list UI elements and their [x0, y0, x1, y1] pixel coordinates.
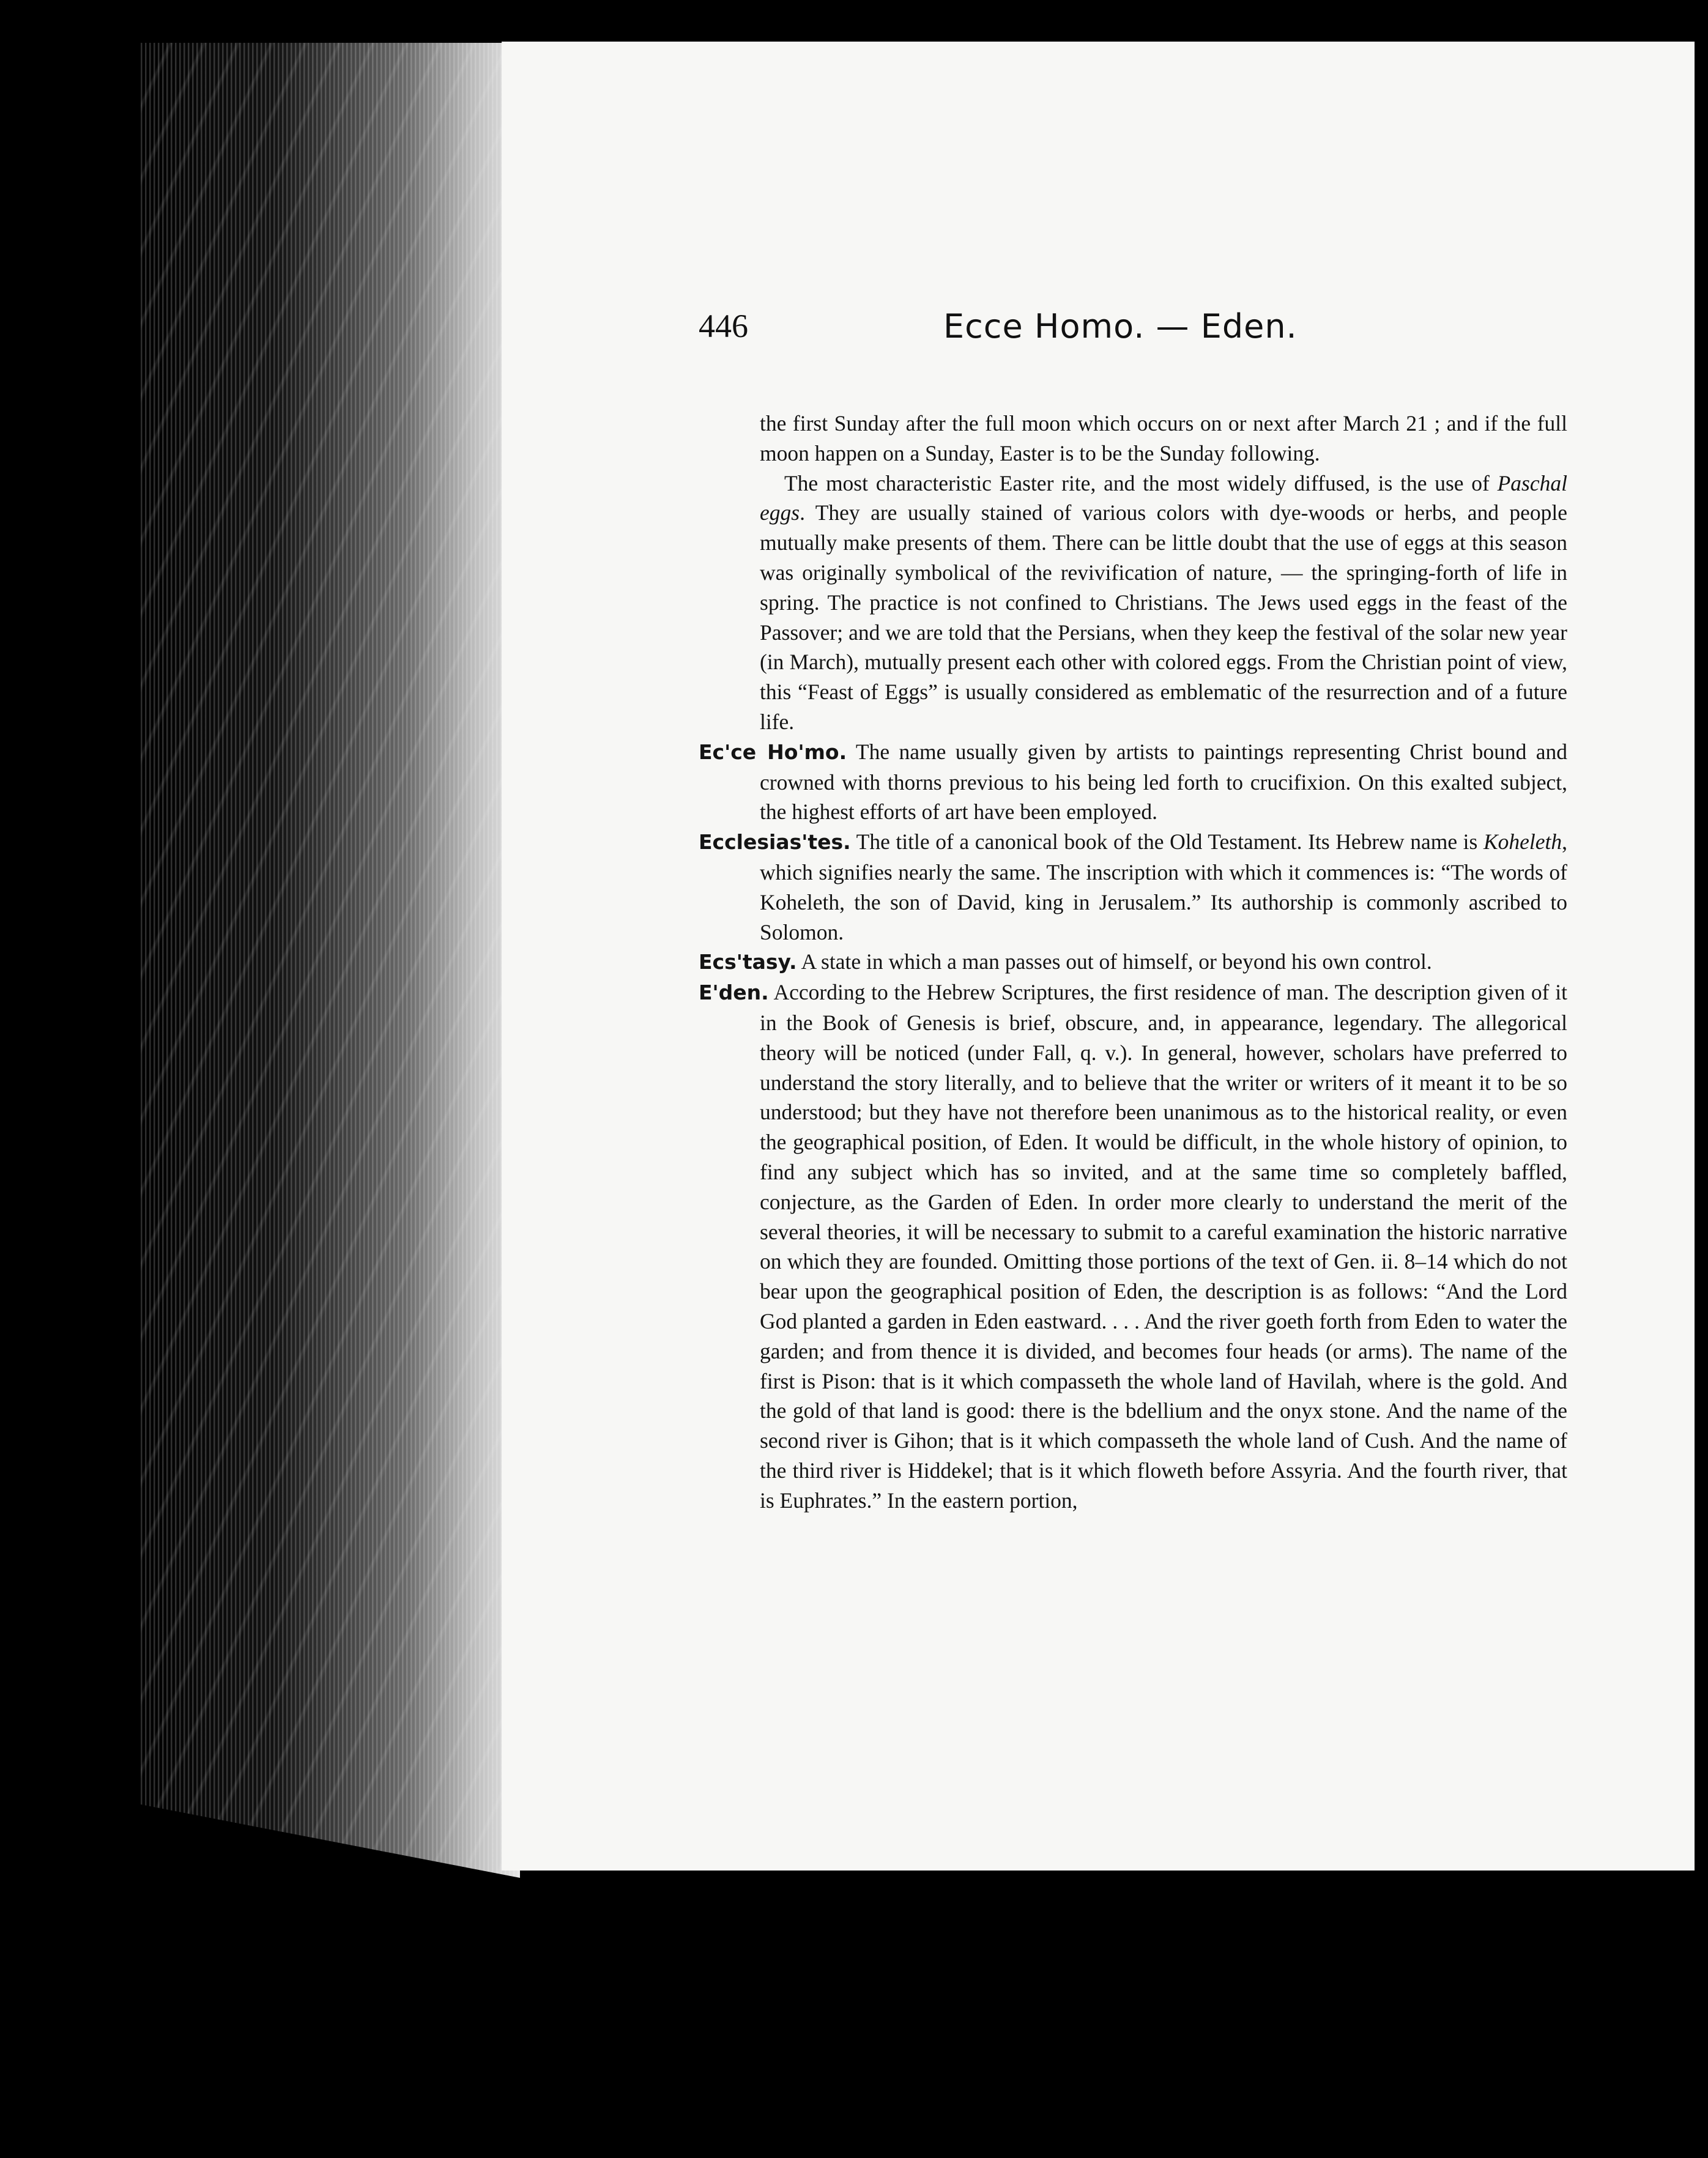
page-edges-stack [141, 43, 520, 1878]
headword-ecstasy: Ecs'tasy. [699, 950, 797, 974]
headword-ecce-homo: Ec'ce Ho'mo. [699, 740, 847, 764]
continuation-paragraph-2 [699, 469, 1567, 737]
page-number: 446 [699, 308, 748, 344]
running-head: Ecce Homo. — Eden. [943, 307, 1298, 346]
entry-ecclesiastes [699, 827, 1567, 947]
continuation-paragraph-1 [699, 409, 1567, 469]
continuation-text-1: the first Sunday after the full moon which occurs on or next after March 21 ; and if the full moon happen on a Sunday, Easter is to be the Sunday following. [760, 411, 1567, 465]
definition-ecstasy: A state in which a man passes out of himself, or beyond his own control. [796, 949, 1432, 974]
page-body [699, 409, 1567, 1515]
continuation-text-2b: . They are usually stained of various colors with dye-woods or herbs, and people mutually make presents of them. There can be little doubt that the use of eggs at this season was originally symbolical of the revivification of nature, — the springing-forth of life in spring. The practice is not confined to Christians. The Jews used eggs in the feast of the Passover; and we are told that the Persians, when they keep the festival of the solar new year (in March), mutually present each other with colored eggs. From the Christian point of view, this “Feast of Eggs” is usually considered as emblematic of the resurrection and of a future life. [760, 500, 1567, 734]
entry-ecstasy [699, 947, 1567, 977]
page-header [699, 298, 1708, 366]
continuation-text-2a: The most characteristic Easter rite, and the most widely diffused, is the use of [784, 470, 1498, 495]
entry-eden [699, 977, 1567, 1515]
definition-eden: According to the Hebrew Scriptures, the first residence of man. The description given of it in the Book of Genesis is brief, obscure, and, in appearance, legendary. The allegorical theory will be noticed (under Fall, q. v.). In general, however, scholars have preferred to understand the story literally, and to believe that the writer or writers of it meant it to be so understood; but they have not therefore been unanimous as to the historical reality, or even the geographical position, of Eden. It would be difficult, in the whole history of opinion, to find any subject which has so invited, and at the same time so completely baffled, conjecture, as the Garden of Eden. In order more clearly to understand the merit of the several theories, it will be necessary to submit to a careful examination the historic narrative on which they are founded. Omitting those portions of the text of Gen. ii. 8–14 which do not bear upon the geographical position of Eden, the description is as follows: “And the Lord God planted a garden in Eden eastward. . . . And the river goeth forth from Eden to water the garden; and from thence it is divided, and becomes four heads (or arms). The name of the first is Pison: that is it which compasseth the whole land of Havilah, where is the gold. And the gold of that land is good: there is the bdellium and the onyx stone. And the name of the second river is Gihon; that is it which compasseth the whole land of Cush. And the name of the third river is Hiddekel; that is it which floweth before Assyria. And the fourth river, that is Euphrates.” In the eastern portion, [760, 980, 1567, 1513]
headword-eden: E'den. [699, 981, 769, 1005]
printed-page [502, 42, 1695, 1871]
entry-ecce-homo [699, 737, 1567, 827]
definition-ecclesiastes-b: , which signifies nearly the same. The inscription with which it commences is: “The words of Koheleth, the son of David, king in Jerusalem.” Its authorship is commonly ascribed to Solomon. [760, 829, 1567, 944]
definition-ecce-homo: The name usually given by artists to paintings representing Christ bound and crowned with thorns previous to his being led forth to crucifixion. On this exalted subject, the highest efforts of art have been employed. [760, 739, 1567, 825]
definition-ecclesiastes-a: The title of a canonical book of the Old Testament. Its Hebrew name is [850, 829, 1483, 855]
ecclesiastes-italic-term: Koheleth [1483, 829, 1562, 855]
continuation-italic-term: Paschal eggs [760, 470, 1567, 525]
headword-ecclesiastes: Ecclesias'tes. [699, 830, 851, 855]
